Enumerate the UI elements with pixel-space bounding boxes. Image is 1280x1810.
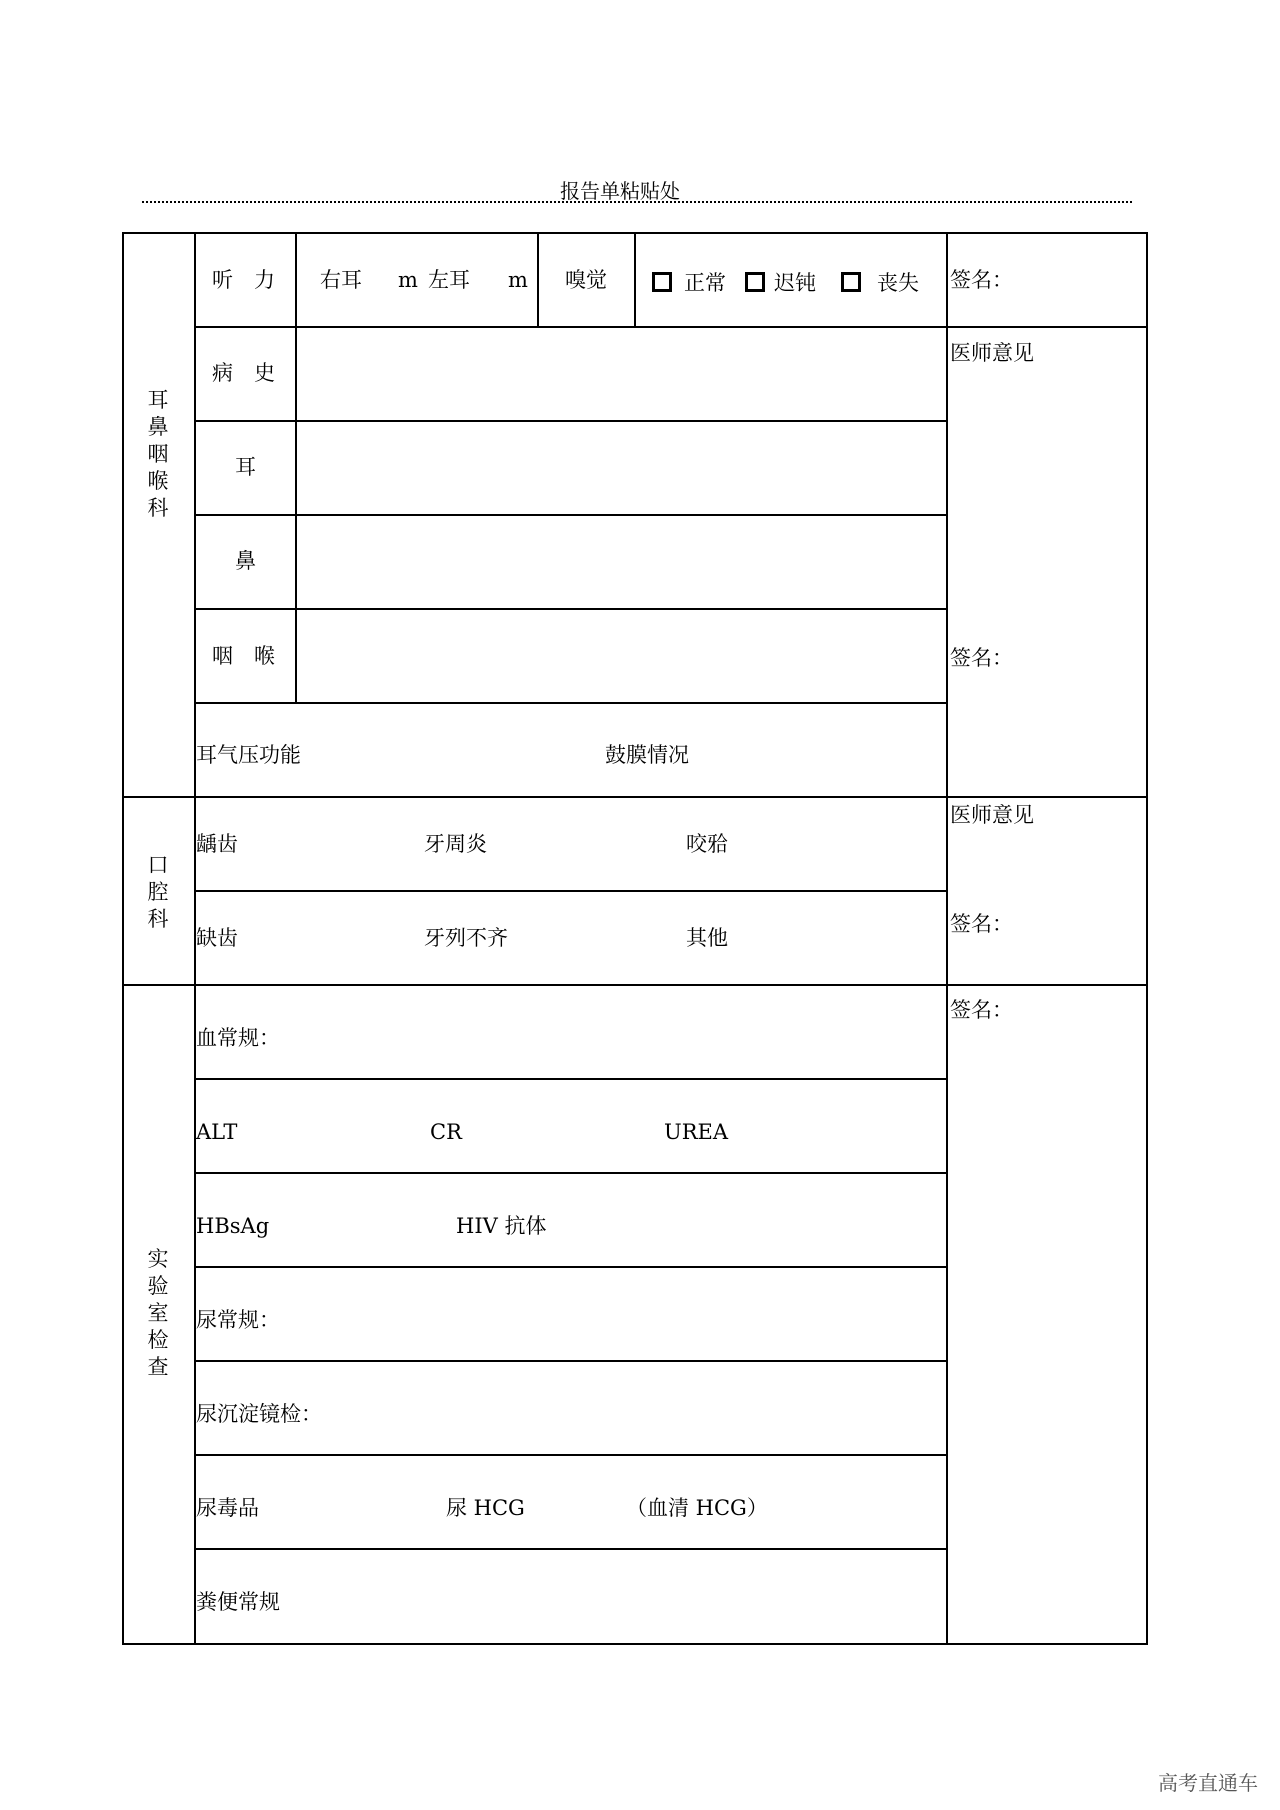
lab-section-label: 实 验 室 检 查 bbox=[147, 1247, 169, 1379]
eardrum-label: 鼓膜情况 bbox=[605, 743, 689, 767]
left-ear-unit: m bbox=[508, 268, 528, 292]
ear-pressure-label: 耳气压功能 bbox=[196, 743, 301, 767]
right-ear-label: 右耳 bbox=[320, 268, 362, 292]
section-separator bbox=[122, 984, 1148, 986]
urine-sediment-label: 尿沉淀镜检： bbox=[196, 1402, 322, 1426]
row-line bbox=[194, 702, 948, 704]
opinion-column-divider bbox=[946, 232, 948, 1645]
row-line bbox=[194, 1360, 948, 1362]
smell-option-lost: 丧失 bbox=[877, 271, 919, 295]
hearing-label: 听 力 bbox=[212, 268, 275, 292]
stool-routine-label: 粪便常规 bbox=[196, 1590, 280, 1614]
checkbox-lost[interactable] bbox=[841, 272, 861, 292]
smell-options-divider bbox=[634, 232, 636, 326]
ent-label-divider bbox=[295, 232, 297, 704]
table-border-left bbox=[122, 232, 124, 1645]
checkbox-normal[interactable] bbox=[652, 272, 672, 292]
ent-hearing-signature: 签名： bbox=[950, 268, 1013, 292]
hbsag-label: HBsAg bbox=[196, 1214, 270, 1238]
right-ear-unit: m bbox=[398, 268, 418, 292]
periodontitis-label: 牙周炎 bbox=[424, 832, 487, 856]
occlusion-label: 咬𬌗 bbox=[686, 832, 728, 856]
alt-label: ALT bbox=[196, 1120, 238, 1144]
missing-teeth-label: 缺齿 bbox=[196, 926, 238, 950]
ent-signature: 签名： bbox=[950, 646, 1013, 670]
table-border-bottom bbox=[122, 1643, 1148, 1645]
urine-hcg-label: 尿 HCG bbox=[446, 1496, 525, 1520]
report-paste-area-title: 报告单粘贴处 bbox=[560, 179, 680, 203]
watermark: 高考直通车 bbox=[1158, 1771, 1258, 1795]
hearing-smell-divider bbox=[537, 232, 539, 326]
caries-label: 龋齿 bbox=[196, 832, 238, 856]
row-line bbox=[194, 514, 948, 516]
smell-option-normal: 正常 bbox=[684, 271, 726, 295]
smell-option-dull: 迟钝 bbox=[774, 271, 816, 295]
row-line bbox=[194, 890, 948, 892]
urine-routine-label: 尿常规： bbox=[196, 1308, 280, 1332]
row-line bbox=[194, 420, 948, 422]
left-ear-label: 左耳 bbox=[428, 268, 470, 292]
dental-signature: 签名： bbox=[950, 912, 1013, 936]
ent-doctor-opinion: 医师意见 bbox=[950, 341, 1034, 365]
row-line bbox=[194, 1548, 948, 1550]
row-line bbox=[194, 608, 948, 610]
row-line bbox=[194, 1078, 948, 1080]
throat-label: 咽 喉 bbox=[212, 644, 275, 668]
malalignment-label: 牙列不齐 bbox=[424, 926, 508, 950]
history-label: 病 史 bbox=[212, 361, 275, 385]
lab-signature: 签名： bbox=[950, 998, 1013, 1022]
dotted-cut-line bbox=[142, 201, 1132, 203]
cr-label: CR bbox=[430, 1120, 462, 1144]
dental-doctor-opinion: 医师意见 bbox=[950, 803, 1034, 827]
row-line bbox=[194, 326, 1148, 328]
urea-label: UREA bbox=[664, 1120, 729, 1144]
smell-label: 嗅觉 bbox=[565, 268, 607, 292]
row-line bbox=[194, 1454, 948, 1456]
row-line bbox=[194, 1172, 948, 1174]
row-line bbox=[194, 1266, 948, 1268]
nose-label: 鼻 bbox=[235, 549, 256, 573]
other-label: 其他 bbox=[686, 926, 728, 950]
ent-section-label: 耳 鼻 咽 喉 科 bbox=[147, 388, 169, 520]
dental-section-label: 口 腔 科 bbox=[147, 853, 169, 931]
hiv-label: HIV 抗体 bbox=[456, 1214, 547, 1238]
blood-routine-label: 血常规： bbox=[196, 1026, 280, 1050]
checkbox-dull[interactable] bbox=[745, 272, 765, 292]
urine-drug-label: 尿毒品 bbox=[196, 1496, 259, 1520]
serum-hcg-label: （血清 HCG） bbox=[626, 1496, 768, 1520]
table-border-right bbox=[1146, 232, 1148, 1645]
section-separator bbox=[122, 796, 1148, 798]
ear-label: 耳 bbox=[235, 455, 256, 479]
